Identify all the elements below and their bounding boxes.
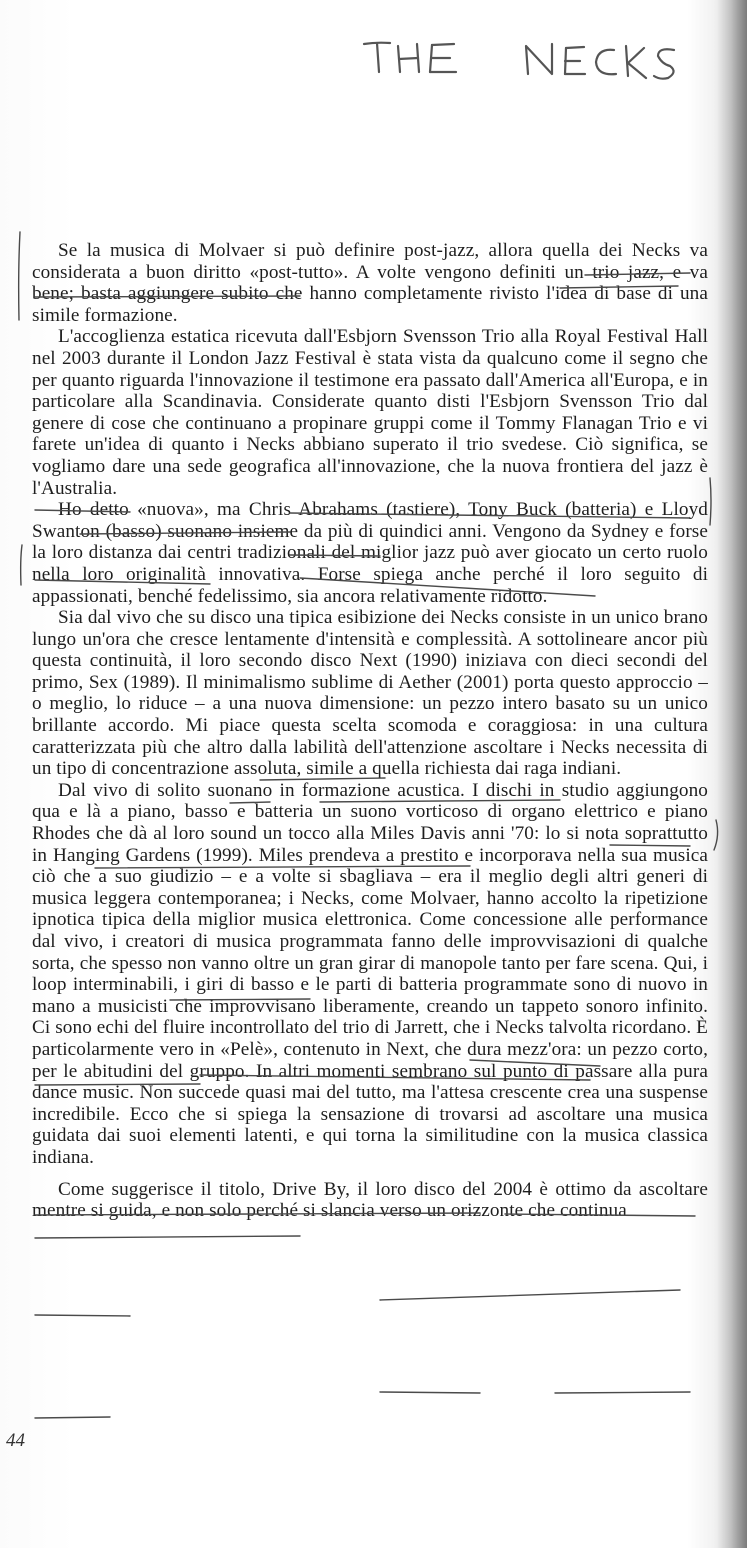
book-gutter-shadow (717, 0, 747, 1548)
paragraph-5: Dal vivo di solito suonano in formazione acustica. I dischi in studio aggiungono qua e là a piano, basso e batteria un suono vorticoso di organo elettrico e piano Rhodes che dà al loro sound un tocco alla Miles Davis anni '70: lo si nota soprattutto in Hanging Gardens (1999). Miles prendeva a prestito e incorporava nella sua musica ciò che a suo giudizio – e a volte si sbagliava – era il meglio degli altri generi di musica leggera contemporanea; i Necks, come Molvaer, hanno accolto la ripetizione ipnotica tipica della miglior musica elettronica. Come concessione alle performance dal vivo, i creatori di musica programmata fanno delle improvvisazioni di qualche sorta, che spesso non vanno oltre un gran girar di manopole tanto per fare scena. Qui, i loop interminabili, i giri di basso e le parti di batteria programmate sono di nuovo in mano a musicisti che improvvisano liberamente, creando un tappeto sonoro infinito. Ci sono echi del fluire incontrollato del trio di Jarrett, che i Necks talvolta ricordano. È particolarmente vero in «Pelè», contenuto in Next, che dura mezz'ora: un pezzo corto, per le abitudini del gruppo. In altri momenti sembrano sul punto di passare alla pura dance music. Non succede quasi mai del tutto, ma l'attesa crescente crea una suspense incredibile. Ecco che si spiega la sensazione di trovarsi ad ascoltare una musica guidata dai suoi elementi latenti, e qui torna la similitudine con la musica classica indiana. (32, 779, 708, 1168)
paragraph-2: L'accoglienza estatica ricevuta dall'Esbjorn Svensson Trio alla Royal Festival Hall nel 2003 durante il London Jazz Festival è stata vista da qualcuno come il segno che per quanto riguarda l'innovazione il testimone era passato dall'America all'Europa, e in particolare alla Scandinavia. Considerate quanto disti l'Esbjorn Svensson Trio dal genere di cose che continuano a propinare gruppi come il Tommy Flanagan Trio e vi farete un'idea di quanto i Necks abbiano superato il trio svedese. Ciò significa, se vogliamo dare una sede geografica all'innovazione, che la nuova frontiera del jazz è l'Australia. (32, 326, 708, 499)
handwritten-title (362, 34, 692, 86)
page-number: 44 (6, 1430, 25, 1451)
article-body (32, 240, 708, 1222)
paragraph-3: Ho detto «nuova», ma Chris Abrahams (tastiere), Tony Buck (batteria) e Lloyd Swanton (basso) suonano insieme da più di quindici anni. Vengono da Sydney e forse la loro distanza dai centri tradizionali del miglior jazz può aver giocato un certo ruolo nella loro originalità innovativa. Forse spiega anche perché il loro seguito di appassionati, benché fedelissimo, sia ancora relativamente ridotto. (32, 499, 708, 607)
paragraph-4: Sia dal vivo che su disco una tipica esibizione dei Necks consiste in un unico brano lungo un'ora che cresce lentamente d'intensità e complessità. A sottolineare ancor più questa continuità, il loro secondo disco Next (1990) iniziava con dieci secondi del primo, Sex (1989). Il minimalismo sublime di Aether (2001) porta questo approccio – o meglio, lo riduce – a una nuova dimensione: un pezzo intero basato su un unico brillante accordo. Mi piace questa scelta scomoda e coraggiosa: in una cultura caratterizzata più che altro dalla labilità dell'attenzione ascoltare i Necks necessita di un tipo di concentrazione assoluta, simile a quella richiesta dai raga indiani. (32, 607, 708, 780)
handwritten-title-text (362, 34, 692, 86)
paragraph-1: Se la musica di Molvaer si può definire post-jazz, allora quella dei Necks va considerata a buon diritto «post-tutto». A volte vengono definiti un trio jazz, e va bene; basta aggiungere subito che hanno completamente rivisto l'idea di base di una simile formazione. (32, 240, 708, 326)
paragraph-6: Come suggerisce il titolo, Drive By, il loro disco del 2004 è ottimo da ascoltare mentre si guida, e non solo perché si slancia verso un orizzonte che continua (32, 1178, 708, 1222)
